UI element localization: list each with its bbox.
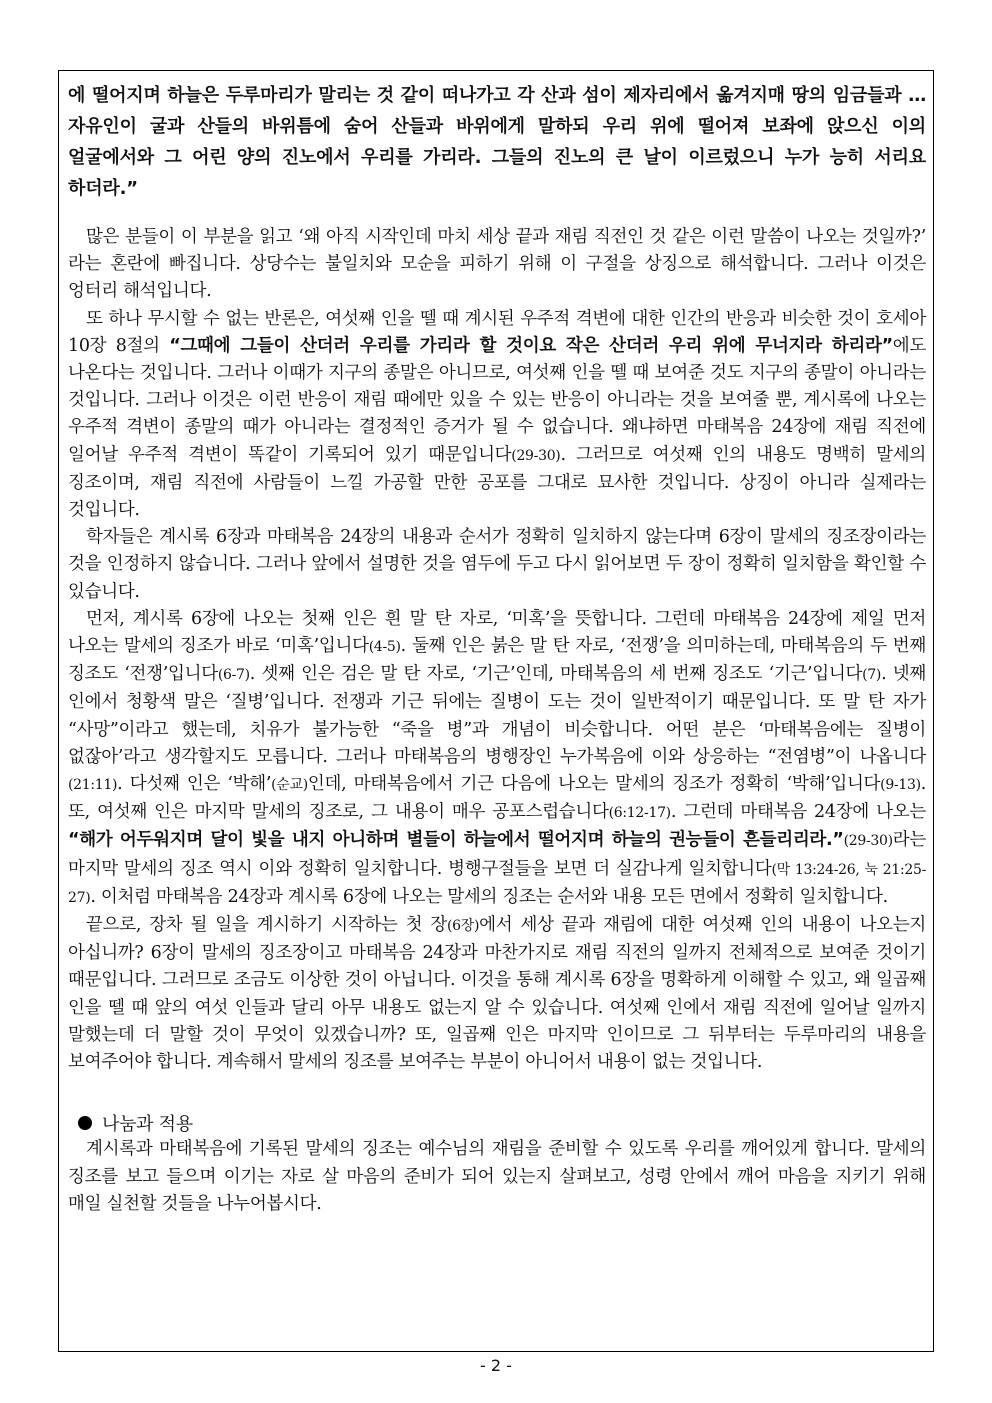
text-run: 에서 세상 끝과 재림에 대한 여섯째 인의 내용이 나오는지 아십니까? 6장이 말세의 징조장이고 마태복음 24장과 마찬가지로 재림 직전의 일까지 전체적으로 보여준 것이기 때문입니다. 그러므로 조금도 이상한 것이 아닙니다. 이것을 통해 계시록 6장을 명확하게 이해할 수 있고, 왜 일곱째 인을 뗄 때 앞의 여섯 인들과 달리 아무 내용도 없는지 알 수 있습니다. 여섯째 인에서 재림 직전에 일어날 일까지 말했는데 더 말할 것이 무엇이 있겠습니까? 또, 일곱째 인은 마지막 인이므로 그 뒤부터는 두루마리의 내용을 보여주어야 합니다. 계속해서 말세의 징조를 보여주는 부분이 아니어서 내용이 없는 것입니다. <box>68 915 926 1073</box>
verse-ref: (29-30) <box>843 833 893 850</box>
paragraph-3: 학자들은 계시록 6장과 마태복음 24장의 내용과 순서가 정확히 일치하지 않는다며 6장이 말세의 징조장이라는 것을 인정하지 않습니다. 그러나 앞에서 설명한 것을 염두에 두고 다시 읽어보면 두 장이 정확히 일치함을 확인할 수 있습니다. <box>68 527 926 602</box>
section-title: 나눔과 적용 <box>102 1114 193 1136</box>
verse-ref: (9-13) <box>880 777 921 794</box>
verse-ref: (21:11) <box>68 777 118 794</box>
paragraph-5 <box>68 912 926 1076</box>
verse-ref: (순교) <box>271 777 308 794</box>
application-paragraph: 계시록과 마태복음에 기록된 말세의 징조는 예수님의 재림을 준비할 수 있도록 우리를 깨어있게 합니다. 말세의 징조를 보고 들으며 이기는 자로 살 마음의 준비가 되어 있는지 살펴보고, 성령 안에서 깨어 마음을 지키기 위해 매일 실천할 것들을 나누어봅시다. <box>68 1139 926 1214</box>
paragraph-2 <box>68 306 926 525</box>
text-run: . 둘째 인은 붉은 말 탄 자로, ‘전쟁’을 의미하는데, 마태복음의 두 번째 징조도 ‘전쟁’입니다 <box>68 636 927 685</box>
page-content <box>68 80 926 1218</box>
bold-quote: “해가 어두워지며 달이 빛을 내지 아니하며 별들이 하늘에서 떨어지며 하늘의 권능들이 흔들리리라.” <box>68 830 844 851</box>
text-run: . 넷째 인에서 청황색 말은 ‘질병’입니다. 전쟁과 기근 뒤에는 질병이 도는 것이 일반적이기 때문입니다. 또 말 탄 자가 “사망”이라고 했는데, 치유가 불가능한 “죽을 병”과 개념이 비슷합니다. 어떤 분은 ‘마태복음에는 질병이 없잖아’라고 생각할지도 모릅니다. 그러나 마태복음의 병행장인 누가복음에 이와 상응하는 “전염병”이 나옵니다 <box>68 664 926 767</box>
bullet-icon <box>78 1116 92 1130</box>
text-run: . 그런데 마태복음 24장에 나오는 <box>670 802 926 823</box>
text-run: 끝으로, 장차 될 일을 계시하기 시작하는 첫 장 <box>86 915 447 936</box>
section-heading <box>78 1110 926 1136</box>
text-run: 먼저, 계시록 6장에 나오는 첫째 인은 흰 말 탄 자로, ‘미혹’을 뜻합니다. 그런데 마태복음 24장에 제일 먼저 나오는 말세의 징조가 바로 ‘미혹’입니다 <box>68 608 926 657</box>
verse-ref: (6장) <box>446 918 480 935</box>
bold-quote: “그때에 그들이 산더러 우리를 가리라 할 것이요 작은 산더러 우리 위에 무너지라 하리라” <box>169 335 893 356</box>
text-run: . 그러므로 여섯째 인의 내용도 명백히 말세의 징조이며, 재림 직전에 사람들이 느낄 가공할 만한 공포를 그대로 묘사한 것입니다. 상징이 아니라 실제라는 것입니다. <box>68 444 926 521</box>
verse-ref: (6:12-17) <box>608 805 671 822</box>
text-run: . 이처럼 마태복음 24장과 계시록 6장에 나오는 말세의 징조는 순서와 내용 모든 면에서 정확히 일치합니다. <box>90 886 888 907</box>
text-run: 또 하나 무시할 수 없는 반론은, 여섯째 인을 뗄 때 계시된 우주적 격변에 대한 인간의 반응과 비슷한 것이 호세아 10장 8절의 <box>68 308 926 356</box>
text-run: . 다섯째 인은 ‘박해’ <box>117 774 272 795</box>
text-run: 에도 나온다는 것입니다. 그러나 이때가 지구의 종말은 아니므로, 여섯째 인을 뗄 때 보여준 것도 지구의 종말이 아니라는 것입니다. 그러나 이것은 이런 반응이 재림 때에만 있을 수 있는 반응이 아니라는 것을 보여줄 뿐, 계시록에 나오는 우주적 격변이 종말의 때가 아니라는 결정적인 증거가 될 수 없습니다. 왜냐하면 마태복음 24장에 재림 직전에 일어날 우주적 격변이 똑같이 기록되어 있기 때문입니다 <box>68 335 926 465</box>
text-run: . 셋째 인은 검은 말 탄 자로, ‘기근’인데, 마태복음의 세 번째 징조도 ‘기근’입니다 <box>249 664 863 685</box>
page-number: - 2 - <box>480 1356 512 1375</box>
text-run: . 또, 여섯째 인은 마지막 말세의 징조로, 그 내용이 매우 공포스럽습니다 <box>68 774 926 823</box>
paragraph-1: 많은 분들이 이 부분을 읽고 ‘왜 아직 시작인데 마치 세상 끝과 재림 직전인 것 같은 이런 말씀이 나오는 것일까?’ 라는 혼란에 빠집니다. 상당수는 불일치와 모순을 피하기 위해 이 구절을 상징으로 해석합니다. 그러나 이것은 엉터리 해석입니다. <box>68 227 926 302</box>
verse-ref: (4-5) <box>368 639 401 656</box>
verse-ref: (6-7) <box>217 667 250 684</box>
text-run: 인데, 마태복음에서 기근 다음에 나오는 말세의 징조가 정확히 ‘박해’입니다 <box>307 774 881 795</box>
paragraph-4 <box>68 606 926 912</box>
verse-ref: (막 13:24-26, 눅 21:25-27) <box>68 861 927 906</box>
scripture-quote: 에 떨어지며 하늘은 두루마리가 말리는 것 같이 떠나가고 각 산과 섬이 제자리에서 옮겨지매 땅의 임금들과 … 자유인이 굴과 산들의 바위틈에 숨어 산들과 바위에게 말하되 우리 위에 떨어져 보좌에 앉으신 이의 얼굴에서와 그 어린 양의 진노에서 우리를 가리라. 그들의 진노의 큰 날이 이르렀으니 누가 능히 서리요 하더라.” <box>68 85 926 199</box>
verse-ref: (7) <box>862 667 882 684</box>
text-run: 라는 마지막 말세의 징조 역시 이와 정확히 일치합니다. 병행구절들을 보면 더 실감나게 일치합니다 <box>68 830 926 879</box>
verse-ref: (29-30) <box>511 447 561 464</box>
